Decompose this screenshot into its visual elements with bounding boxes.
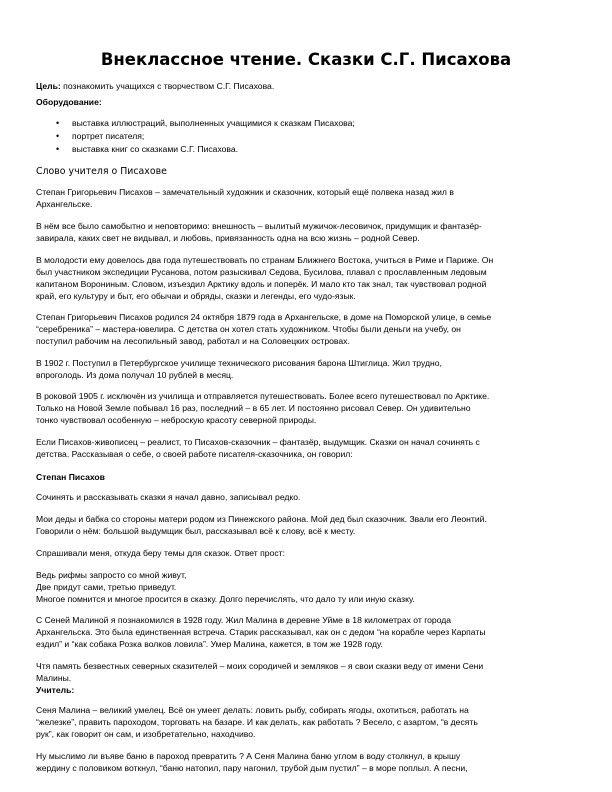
text-line: В молодости ему довелось два года путешествовать по странам Ближнего Востока, учиться в Риме и Париже. Он xyxy=(36,255,494,265)
text-line: “железке”, править пароходом, торговать на базаре. И как делать, как работать ? Весело, с азартом, “в десять xyxy=(36,717,478,727)
text-line: Чтя память безвестных северных сказителей – моих сородичей и земляков – я свои сказки веду от имени Сени xyxy=(36,661,484,671)
section-heading: Слово учителя о Писахове xyxy=(36,166,167,177)
text-line: Говорили о нём: большой выдумщик был, рассказывал всё к слову, всё к месту. xyxy=(36,526,356,536)
goal-text: познакомить учащихся с творчеством С.Г. Писахова. xyxy=(60,81,275,91)
paragraph xyxy=(36,254,580,302)
paragraph xyxy=(36,491,580,503)
equipment-item: • портрет писателя; xyxy=(36,130,580,142)
text-line: Только на Новой Земле побывал 16 раз, последний – в 65 лет. И постоянно рисовал Север. Он удивительно xyxy=(36,403,471,413)
paragraph xyxy=(36,311,580,347)
text-line: Степан Григорьевич Писахов – замечательный художник и сказочник, который ещё полвека назад жил в xyxy=(36,187,454,197)
goal-label: Цель: xyxy=(36,81,61,91)
paragraph xyxy=(36,704,580,740)
page-title: Внеклассное чтение. Сказки С.Г. Писахова xyxy=(100,50,512,69)
text-line: впроголодь. Из дома получал 10 рублей в месяц. xyxy=(36,370,234,380)
paragraph xyxy=(36,547,580,559)
goal-line xyxy=(36,80,580,92)
equipment-list xyxy=(36,117,580,155)
text-line: Ведь рифмы запросто со мной живут, xyxy=(36,570,187,580)
text-line: Архангельска. Это была единственная встреча. Старик рассказывал, как он с дедом “на корабле через Карпаты xyxy=(36,627,486,637)
equipment-label: Оборудование: xyxy=(36,97,102,107)
text-line: Степан Григорьевич Писахов родился 24 октября 1879 года в Архангельске, в доме на Поморской улице, в семье xyxy=(36,312,492,322)
paragraph xyxy=(36,614,580,650)
paragraph xyxy=(36,186,580,210)
paragraph xyxy=(36,390,580,426)
text-line: край, его культуру и быт, его обычаи и обряды, сказки и легенды, его чудо-язык. xyxy=(36,291,356,301)
text-line: С Сеней Малиной я познакомился в 1928 году. Жил Малина в деревне Уйме в 18 километрах от города xyxy=(36,615,452,625)
text-line: Малины. xyxy=(36,673,72,683)
text-line: Многое помнится и многое просится в сказку. Долго перечислять, что дало ту или иную сказку. xyxy=(36,594,415,604)
text-line: Ну мыслимо ли въяве баню в пароход превратить ? А Сеня Малина баню углом в воду столкнул, в крышу xyxy=(36,751,461,761)
text-line: поступил рабочим на лесопильный завод, работал и на Соловецких островах. xyxy=(36,336,350,346)
text-line: завирала, каких свет не видывал, и любовь, привязанность одна на всю жизнь – родной Север. xyxy=(36,233,420,243)
text-line: рук”, как говорит он сам, и изобретательно, находчиво. xyxy=(36,729,256,739)
text-line: В нём все было самобытно и неповторимо: внешность – вылитый мужичок-лесовичок, придумщик и фантазёр- xyxy=(36,221,482,231)
paragraph xyxy=(36,660,580,684)
paragraph xyxy=(36,750,580,774)
text-line: капитаном Ворониным. Словом, изъездил Арктику вдоль и поперёк. И мало кто так знал, так чувствовал родной xyxy=(36,279,487,289)
text-line: Если Писахов-живописец – реалист, то Писахов-сказочник – фантазёр, выдумщик. Сказки он начал сочинять с xyxy=(36,437,480,447)
text-line: Две придут сами, третью приведут. xyxy=(36,582,177,592)
speaker-label: Степан Писахов xyxy=(36,472,105,482)
text-line: Мои деды и бабка со стороны матери родом из Пинежского района. Мой дед был сказочник. Звали его Леонтий. xyxy=(36,514,487,524)
text-line: Сочинять и рассказывать сказки я начал давно, записывал редко. xyxy=(36,492,301,502)
text-line: ездил” и “как собака Розка волков ловила”. Умер Малина, кажется, в том же 1928 году. xyxy=(36,639,383,649)
paragraph xyxy=(36,220,580,244)
text-line: Спрашивали меня, откуда беру темы для сказок. Ответ прост: xyxy=(36,548,285,558)
text-line: тонко чувствовал особенную – неброскую красоту северной природы. xyxy=(36,415,317,425)
equipment-item: • выставка иллюстраций, выполненных учащимися к сказкам Писахова; xyxy=(36,117,580,129)
text-line: Сеня Малина – великий умелец. Всё он умеет делать: ловить рыбу, собирать ягоды, охотиться, работать на xyxy=(36,705,469,715)
paragraph xyxy=(36,569,580,605)
speaker-label: Учитель: xyxy=(36,685,75,695)
text-line: детства. Рассказывая о себе, о своей работе писателя-сказочника, он говорил: xyxy=(36,449,353,459)
text-line: был участником экспедиции Русанова, потом разыскивал Седова, Бусилова, плавал с прославленным ледовым xyxy=(36,267,487,277)
text-line: В роковой 1905 г. исключён из училища и отправляется путешествовать. Более всего путешествовал по Арктике. xyxy=(36,391,490,401)
text-line: В 1902 г. Поступил в Петербургское училище технического рисования барона Штиглица. Жил трудно, xyxy=(36,358,442,368)
text-line: Архангельске. xyxy=(36,199,93,209)
text-line: “серебреника” – мастера-ювелира. С детства он хотел стать художником. Чтобы были деньги на учебу, он xyxy=(36,324,461,334)
equipment-item: • выставка книг со сказками С.Г. Писахова. xyxy=(36,143,580,155)
paragraph xyxy=(36,436,580,460)
text-line: жердину с половиком воткнул, “баню натопил, пару нагонил, трубой дым пустил” – в море поплыл. А песни, xyxy=(36,763,468,773)
paragraph xyxy=(36,357,580,381)
paragraph xyxy=(36,513,580,537)
